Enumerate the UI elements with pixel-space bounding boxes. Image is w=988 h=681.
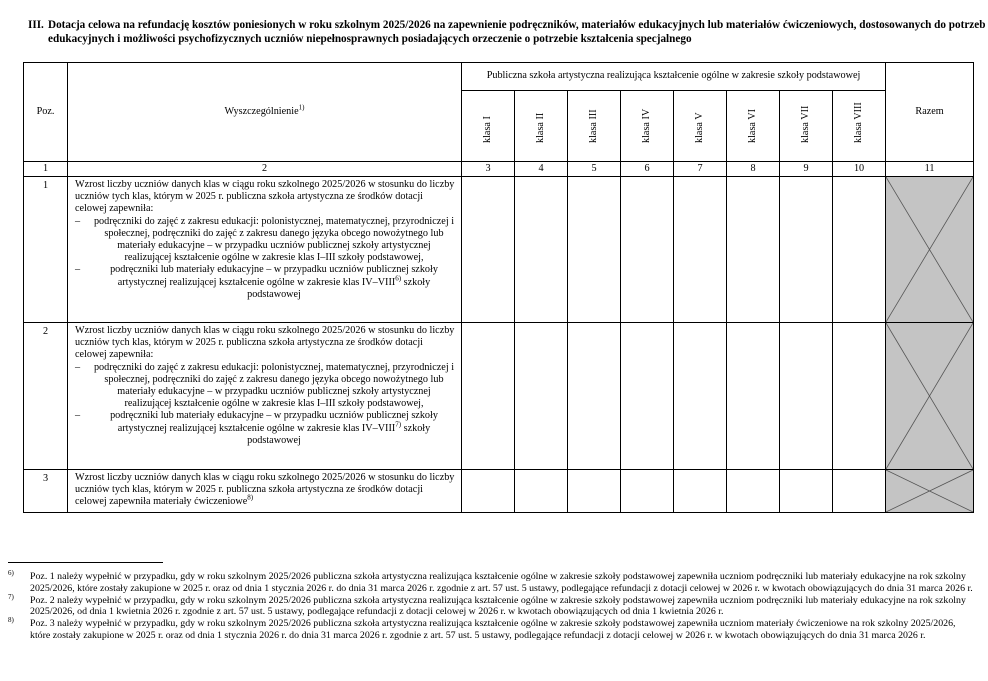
column-number: 11 bbox=[886, 162, 974, 177]
column-number: 5 bbox=[568, 162, 621, 177]
row-poz: 3 bbox=[24, 470, 68, 513]
footnote-ref: 6) bbox=[395, 274, 402, 283]
input-cell[interactable] bbox=[780, 323, 833, 470]
input-cell[interactable] bbox=[462, 177, 515, 323]
footnote: 6) Poz. 1 należy wypełnić w przypadku, gdy w roku szkolnym 2025/2026 publiczna szkoła artystyczna realizująca kształcenie ogólne w zakresie szkoły podstawowej zapewniła uczniom podręczniki lub materiały edukacyjne na rok szkolny 2025/2026, które zostały zakupione w 2025 r. oraz od dnia 1 stycznia 2026 r. do dnia 31 marca 2026 r. zgodnie z art. 57 ust. 5 ustawy, podlegające refundacji z dotacji celowej w 2026 r. w kwotach obowiązujących do dnia 31 marca 2026 r. bbox=[8, 569, 973, 594]
input-cell[interactable] bbox=[727, 177, 780, 323]
input-cell[interactable] bbox=[515, 323, 568, 470]
column-number: 4 bbox=[515, 162, 568, 177]
header-poz: Poz. bbox=[24, 63, 68, 162]
input-cell[interactable] bbox=[568, 323, 621, 470]
input-cell[interactable] bbox=[833, 470, 886, 513]
column-number: 10 bbox=[833, 162, 886, 177]
crossed-cell bbox=[886, 177, 974, 323]
input-cell[interactable] bbox=[462, 323, 515, 470]
input-cell[interactable] bbox=[674, 470, 727, 513]
row-poz: 1 bbox=[24, 177, 68, 323]
row-intro: Wzrost liczby uczniów danych klas w ciągu roku szkolnego 2025/2026 w stosunku do liczby uczniów tych klas, którym w 2025 r. publiczna szkoła artystyczna ze środków dotacji celowej zapewniła materiały ćwiczeniowe bbox=[75, 472, 455, 508]
column-number: 2 bbox=[68, 162, 462, 177]
footnote-ref: 1) bbox=[298, 103, 305, 112]
section-title: Dotacja celowa na refundację kosztów poniesionych w roku szkolnym 2025/2026 na zapewnienie podręczników, materiałów edukacyjnych lub materiałów ćwiczeniowych, dostosowanych do potrzeb edukacyjnych i możliwości psychofizycznych uczniów niepełnosprawnych posiadających orzeczenie o potrzebie kształcenia specjalnego bbox=[48, 19, 986, 45]
list-item: – podręczniki lub materiały edukacyjne – w przypadku uczniów publicznej szkoły artystycznej realizującej kształcenie ogólne w zakresie klas IV–VIII$^{7)}$ szkoły podstawowej bbox=[75, 410, 438, 446]
column-number: 8 bbox=[727, 162, 780, 177]
input-cell[interactable] bbox=[568, 177, 621, 323]
header-class-7: klasa VII bbox=[780, 91, 833, 162]
footnote-separator bbox=[8, 562, 163, 563]
list-item: – podręczniki lub materiały edukacyjne – w przypadku uczniów publicznej szkoły artystycznej realizującej kształcenie ogólne w zakresie klas IV–VIII$^{6)}$ szkoły podstawowej bbox=[75, 264, 438, 300]
input-cell[interactable] bbox=[621, 470, 674, 513]
input-cell[interactable] bbox=[674, 323, 727, 470]
input-cell[interactable] bbox=[515, 470, 568, 513]
header-wyszczegolnienie: Wyszczególnienie$^{1)}$ bbox=[68, 63, 462, 162]
header-class-8: klasa VIII bbox=[833, 91, 886, 162]
input-cell[interactable] bbox=[515, 177, 568, 323]
footnotes bbox=[8, 571, 978, 642]
header-class-3: klasa III bbox=[568, 91, 621, 162]
input-cell[interactable] bbox=[674, 177, 727, 323]
input-cell[interactable] bbox=[780, 177, 833, 323]
column-number: 9 bbox=[780, 162, 833, 177]
input-cell[interactable] bbox=[621, 323, 674, 470]
section-number: III. bbox=[28, 19, 44, 31]
header-class-5: klasa V bbox=[674, 91, 727, 162]
list-item: – podręczniki do zajęć z zakresu edukacji: polonistycznej, matematycznej, przyrodniczej i społecznej, podręczniki do zajęć z zakresu danego języka obcego nowożytnego lub materiały edukacyjne – w przypadku uczniów publicznej szkoły artystycznej realizującej kształcenie ogólne w zakresie klas I–III szkoły podstawowej, bbox=[75, 361, 455, 410]
list-item: – podręczniki do zajęć z zakresu edukacji: polonistycznej, matematycznej, przyrodniczej i społecznej, podręczniki do zajęć z zakresu danego języka obcego nowożytnego lub materiały edukacyjne – w przypadku uczniów publicznej szkoły artystycznej realizującej kształcenie ogólne w zakresie klas I–III szkoły podstawowej, bbox=[75, 215, 455, 264]
header-class-2: klasa II bbox=[515, 91, 568, 162]
row-description bbox=[68, 470, 462, 513]
footnote-ref: 7) bbox=[395, 420, 402, 429]
column-number: 7 bbox=[674, 162, 727, 177]
input-cell[interactable] bbox=[727, 323, 780, 470]
column-number: 6 bbox=[621, 162, 674, 177]
crossed-cell bbox=[886, 470, 974, 513]
header-razem: Razem bbox=[886, 63, 974, 162]
row-intro: Wzrost liczby uczniów danych klas w ciągu roku szkolnego 2025/2026 w stosunku do liczby uczniów tych klas, którym w 2025 r. publiczna szkoła artystyczna ze środków dotacji celowej zapewniła: bbox=[75, 325, 455, 361]
data-table bbox=[23, 62, 974, 513]
input-cell[interactable] bbox=[780, 470, 833, 513]
table-row bbox=[24, 177, 974, 323]
cross-mark bbox=[886, 177, 973, 322]
footnote: 8) Poz. 3 należy wypełnić w przypadku, gdy w roku szkolnym 2025/2026 publiczna szkoła artystyczna realizująca kształcenie ogólne w zakresie szkoły podstawowej zapewniła uczniom materiały ćwiczeniowe na rok szkolny 2025/2026, które zostały zakupione w 2025 r. oraz od dnia 1 stycznia 2026 r. do dnia 31 marca 2026 r. zgodnie z art. 57 ust. 5 ustawy, podlegające refundacji z dotacji celowej w 2026 r. w kwotach obowiązujących do dnia 31 marca 2026 r. bbox=[8, 616, 956, 641]
input-cell[interactable] bbox=[621, 177, 674, 323]
input-cell[interactable] bbox=[568, 470, 621, 513]
row-poz: 2 bbox=[24, 323, 68, 470]
input-cell[interactable] bbox=[833, 177, 886, 323]
table-row bbox=[24, 470, 974, 513]
row-description bbox=[68, 177, 462, 323]
header-class-1: klasa I bbox=[462, 91, 515, 162]
row-intro: Wzrost liczby uczniów danych klas w ciągu roku szkolnego 2025/2026 w stosunku do liczby uczniów tych klas, którym w 2025 r. publiczna szkoła artystyczna ze środków dotacji celowej zapewniła: bbox=[75, 179, 455, 215]
header-class-6: klasa VI bbox=[727, 91, 780, 162]
cross-mark bbox=[886, 323, 973, 469]
input-cell[interactable] bbox=[462, 470, 515, 513]
input-cell[interactable] bbox=[833, 323, 886, 470]
header-class-4: klasa IV bbox=[621, 91, 674, 162]
column-number: 3 bbox=[462, 162, 515, 177]
input-cell[interactable] bbox=[727, 470, 780, 513]
crossed-cell bbox=[886, 323, 974, 470]
footnote: 7) Poz. 2 należy wypełnić w przypadku, gdy w roku szkolnym 2025/2026 publiczna szkoła artystyczna realizująca kształcenie ogólne w zakresie szkoły podstawowej zapewniła uczniom podręczniki lub materiały edukacyjne na rok szkolny 2025/2026, od dnia 1 kwietnia 2026 r. zgodnie z art. 57 ust. 5 ustawy, podlegające refundacji z dotacji celowej w 2026 r. w kwotach obowiązujących od dnia 1 kwietnia 2026 r. bbox=[8, 592, 966, 618]
header-group: Publiczna szkoła artystyczna realizująca kształcenie ogólne w zakresie szkoły podstawowej bbox=[462, 63, 886, 91]
table-row bbox=[24, 323, 974, 470]
column-number: 1 bbox=[24, 162, 68, 177]
footnote-ref: 8) bbox=[247, 494, 254, 503]
row-description bbox=[68, 323, 462, 470]
cross-mark bbox=[886, 470, 973, 512]
